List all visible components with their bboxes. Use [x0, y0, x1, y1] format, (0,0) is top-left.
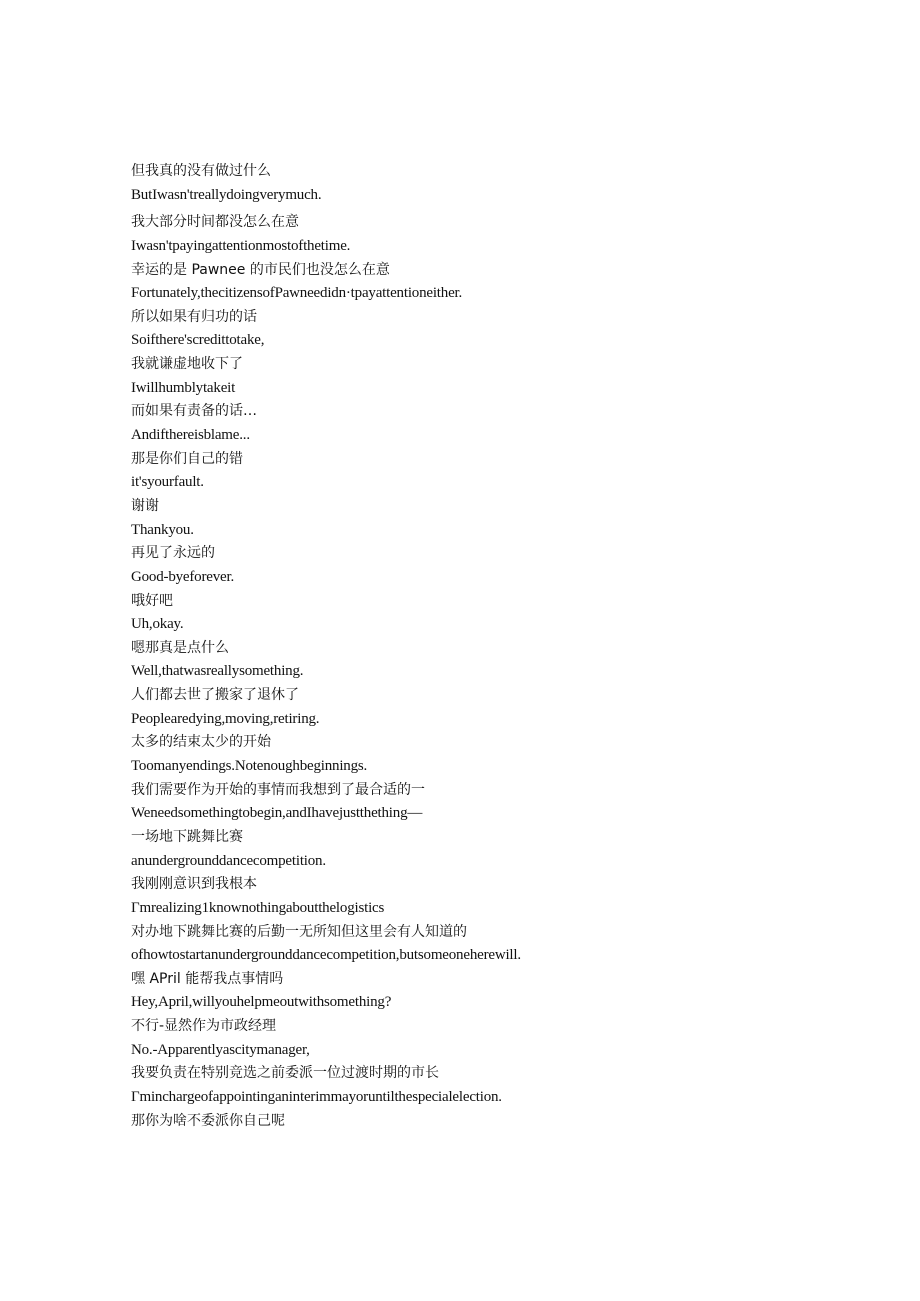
- english-subtitle-line: Γminchargeofappointinganinterimmayoruntilthespecialelection.: [131, 1088, 502, 1105]
- chinese-subtitle-line: 我们需要作为开始的事情而我想到了最合适的一: [131, 781, 425, 798]
- chinese-subtitle-line: 太多的结束太少的开始: [131, 734, 271, 751]
- english-subtitle-line: Iwillhumblytakeit: [131, 379, 236, 396]
- english-subtitle-line: Thankyou.: [131, 521, 194, 538]
- chinese-subtitle-line: 那你为啥不委派你自己呢: [131, 1112, 285, 1129]
- english-subtitle-line: Fortunately,thecitizensofPawneedidn·tpayattentioneither.: [131, 285, 463, 302]
- english-subtitle-line: No.-Apparentlyascitymanager,: [131, 1041, 310, 1058]
- chinese-subtitle-line: 但我真的没有做过什么: [131, 163, 271, 179]
- chinese-subtitle-line: 嘿 APril 能帮我点事情吗: [131, 970, 284, 987]
- chinese-subtitle-line: 哦好吧: [131, 592, 173, 609]
- english-subtitle-line: ButIwasn'treallydoingverymuch.: [131, 186, 322, 203]
- english-subtitle-line: Good-byeforever.: [131, 568, 235, 585]
- chinese-subtitle-line: 嗯那真是点什么: [131, 639, 229, 656]
- english-subtitle-line: Iwasn'tpayingattentionmostofthetime.: [131, 237, 351, 254]
- chinese-subtitle-line: 而如果有责备的话…: [131, 403, 257, 420]
- english-subtitle-line: it'syourfault.: [131, 474, 204, 491]
- chinese-subtitle-line: 那是你们自己的错: [131, 450, 243, 467]
- english-subtitle-line: Well,thatwasreallysomething.: [131, 663, 304, 680]
- english-subtitle-line: Soifthere'scredittotake,: [131, 332, 265, 349]
- english-subtitle-line: Peoplearedying,moving,retiring.: [131, 710, 320, 727]
- chinese-subtitle-line: 所以如果有归功的话: [131, 308, 257, 325]
- chinese-subtitle-line: 不行-显然作为市政经理: [131, 1018, 277, 1035]
- english-subtitle-line: ofhowtostartanundergrounddancecompetition,butsomeoneherewill.: [131, 947, 521, 964]
- chinese-subtitle-line: 谢谢: [131, 497, 159, 514]
- chinese-subtitle-line: 对办地下跳舞比赛的后勤一无所知但这里会有人知道的: [131, 923, 467, 940]
- english-subtitle-line: Hey,April,willyouhelpmeoutwithsomething?: [131, 994, 392, 1011]
- chinese-subtitle-line: 我大部分时间都没怎么在意: [131, 214, 299, 231]
- chinese-subtitle-line: 幸运的是 Pawnee 的市民们也没怎么在意: [131, 261, 390, 278]
- chinese-subtitle-line: 一场地下跳舞比赛: [131, 828, 243, 845]
- chinese-subtitle-line: 我就谦虚地收下了: [131, 356, 243, 373]
- english-subtitle-line: Toomanyendings.Notenoughbeginnings.: [131, 758, 368, 775]
- english-subtitle-line: Uh,okay.: [131, 616, 184, 633]
- english-subtitle-line: Andifthereisblame...: [131, 427, 250, 444]
- english-subtitle-line: Γmrealizing1knownothingaboutthelogistics: [131, 899, 385, 916]
- chinese-subtitle-line: 我要负责在特别竞选之前委派一位过渡时期的市长: [131, 1065, 439, 1082]
- english-subtitle-line: anundergrounddancecompetition.: [131, 852, 326, 869]
- subtitle-lines: [131, 160, 871, 1133]
- chinese-subtitle-line: 人们都去世了搬家了退休了: [131, 687, 299, 704]
- english-subtitle-line: Weneedsomethingtobegin,andIhavejustthething—: [131, 805, 423, 822]
- chinese-subtitle-line: 我刚刚意识到我根本: [131, 876, 257, 893]
- chinese-subtitle-line: 再见了永远的: [131, 545, 215, 562]
